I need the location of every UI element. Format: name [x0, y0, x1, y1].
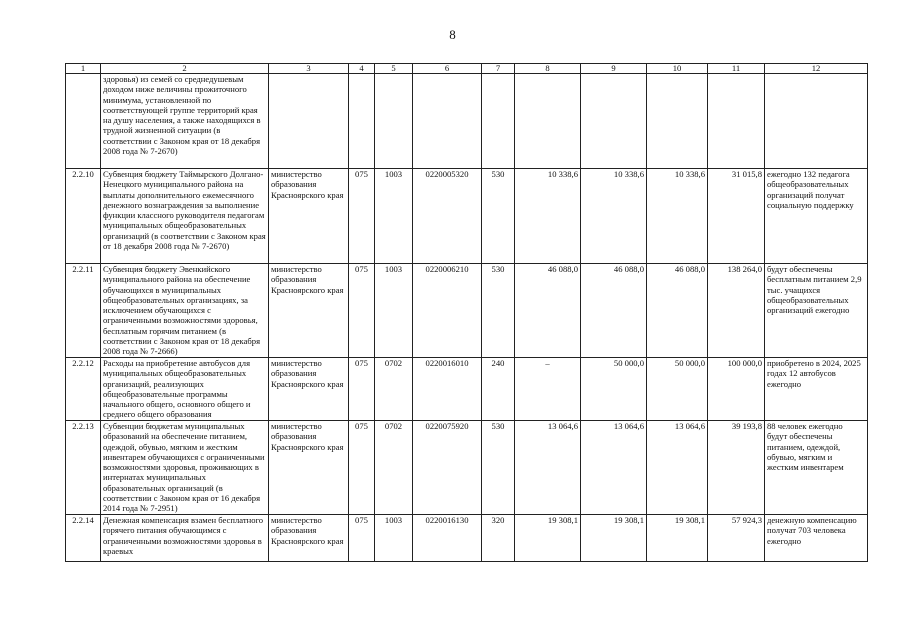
cell-number: 2.2.11 — [66, 264, 101, 358]
table-row — [66, 421, 868, 515]
cell-description: Субвенция бюджету Таймырского Долгано-Ненецкого муниципального района на выплаты дополнительного ежемесячного денежного вознаграждения за выполнение функции классного руководителя педагогам муниципальных общеобразовательных организаций (в соответствии с Законом края от 18 декабря 2008 года № 7-2670) — [101, 169, 269, 264]
cell — [413, 74, 482, 169]
cell-total: 31 015,8 — [708, 169, 765, 264]
cell-vr: 530 — [482, 421, 515, 515]
cell-number: 2.2.12 — [66, 358, 101, 421]
cell — [66, 74, 101, 169]
col-header: 1 — [66, 64, 101, 74]
cell-year-2: 50 000,0 — [581, 358, 647, 421]
cell-csr: 0220016010 — [413, 358, 482, 421]
col-header: 4 — [349, 64, 375, 74]
col-header: 12 — [765, 64, 868, 74]
cell-year-2: 46 088,0 — [581, 264, 647, 358]
cell-rzpr: 1003 — [375, 264, 413, 358]
cell — [581, 74, 647, 169]
table-row-continuation — [66, 74, 868, 169]
cell-year-1: 19 308,1 — [515, 515, 581, 562]
cell-description: Денежная компенсация взамен бесплатного горячего питания обучающимся с ограниченными возможностями здоровья в краевых — [101, 515, 269, 562]
cell-csr: 0220075920 — [413, 421, 482, 515]
col-header: 2 — [101, 64, 269, 74]
cell-year-2: 10 338,6 — [581, 169, 647, 264]
cell — [647, 74, 708, 169]
col-header: 10 — [647, 64, 708, 74]
cell-ministry: министерство образования Красноярского края — [269, 169, 349, 264]
cell-grbs: 075 — [349, 169, 375, 264]
cell — [482, 74, 515, 169]
cell-rzpr: 1003 — [375, 515, 413, 562]
cell-year-3: 19 308,1 — [647, 515, 708, 562]
header-row — [66, 64, 868, 74]
cell-year-3: 13 064,6 — [647, 421, 708, 515]
cell-rzpr: 1003 — [375, 169, 413, 264]
cell-description: Субвенции бюджетам муниципальных образований на обеспечение питанием, одеждой, обувью, мягким и жестким инвентарем обучающихся с ограниченными возможностями здоровья, проживающих в интернатах муниципальных образовательных организаций (в соответствии с Законом края от 16 декабря 2014 года № 7-2951) — [101, 421, 269, 515]
cell-ministry: министерство образования Красноярского края — [269, 358, 349, 421]
cell-year-1: 13 064,6 — [515, 421, 581, 515]
col-header: 8 — [515, 64, 581, 74]
cell-ministry: министерство образования Красноярского края — [269, 515, 349, 562]
cell-total: 39 193,8 — [708, 421, 765, 515]
cell-grbs: 075 — [349, 358, 375, 421]
cell-year-2: 19 308,1 — [581, 515, 647, 562]
col-header: 11 — [708, 64, 765, 74]
col-header: 3 — [269, 64, 349, 74]
cell — [269, 74, 349, 169]
cell-result: ежегодно 132 педагога общеобразовательных организаций получат социальную поддержку — [765, 169, 868, 264]
cell-ministry: министерство образования Красноярского края — [269, 421, 349, 515]
cell-year-1: 46 088,0 — [515, 264, 581, 358]
cell-description: здоровья) из семей со среднедушевым доходом ниже величины прожиточного минимума, установленной по соответствующей группе территорий края на душу населения, а также находящихся в трудной жизненной ситуации (в соответствии с Законом края от 18 декабря 2008 года № 7-2670) — [101, 74, 269, 169]
cell-year-3: 10 338,6 — [647, 169, 708, 264]
cell-grbs: 075 — [349, 264, 375, 358]
cell-description: Расходы на приобретение автобусов для муниципальных общеобразовательных организаций, реализующих общеобразовательные программы начального общего, основного общего и среднего общего образования — [101, 358, 269, 421]
cell-result: приобретено в 2024, 2025 годах 12 автобусов ежегодно — [765, 358, 868, 421]
cell-year-3: 50 000,0 — [647, 358, 708, 421]
cell-result: денежную компенсацию получат 703 человека ежегодно — [765, 515, 868, 562]
cell-grbs: 075 — [349, 421, 375, 515]
budget-table — [65, 63, 868, 562]
cell — [349, 74, 375, 169]
cell-year-3: 46 088,0 — [647, 264, 708, 358]
cell-rzpr: 0702 — [375, 421, 413, 515]
cell-total: 138 264,0 — [708, 264, 765, 358]
cell — [375, 74, 413, 169]
cell-vr: 530 — [482, 169, 515, 264]
cell-rzpr: 0702 — [375, 358, 413, 421]
col-header: 6 — [413, 64, 482, 74]
cell-year-1: 10 338,6 — [515, 169, 581, 264]
cell-result: 88 человек ежегодно будут обеспечены питанием, одеждой, обувью, мягким и жестким инвентарем — [765, 421, 868, 515]
cell-total: 57 924,3 — [708, 515, 765, 562]
cell-csr: 0220006210 — [413, 264, 482, 358]
cell-csr: 0220005320 — [413, 169, 482, 264]
cell-result: будут обеспечены бесплатным питанием 2,9 тыс. учащихся общеобразовательных организаций ежегодно — [765, 264, 868, 358]
cell-number: 2.2.10 — [66, 169, 101, 264]
cell-csr: 0220016130 — [413, 515, 482, 562]
cell-vr: 320 — [482, 515, 515, 562]
cell-vr: 530 — [482, 264, 515, 358]
col-header: 5 — [375, 64, 413, 74]
table-row — [66, 264, 868, 358]
cell-vr: 240 — [482, 358, 515, 421]
table-row — [66, 169, 868, 264]
cell — [515, 74, 581, 169]
cell — [765, 74, 868, 169]
col-header: 7 — [482, 64, 515, 74]
cell-grbs: 075 — [349, 515, 375, 562]
cell-year-2: 13 064,6 — [581, 421, 647, 515]
table-row — [66, 515, 868, 562]
cell-description: Субвенция бюджету Эвенкийского муниципального района на обеспечение обучающихся в муниципальных общеобразовательных организациях, за исключением обучающихся с ограниченными возможностями здоровья, бесплатным горячим питанием (в соответствии с Законом края от 18 декабря 2008 года № 7-2666) — [101, 264, 269, 358]
table-row — [66, 358, 868, 421]
cell-number: 2.2.13 — [66, 421, 101, 515]
cell-total: 100 000,0 — [708, 358, 765, 421]
cell-ministry: министерство образования Красноярского края — [269, 264, 349, 358]
cell-year-1: – — [515, 358, 581, 421]
page-number: 8 — [449, 27, 456, 42]
cell — [708, 74, 765, 169]
col-header: 9 — [581, 64, 647, 74]
cell-number: 2.2.14 — [66, 515, 101, 562]
